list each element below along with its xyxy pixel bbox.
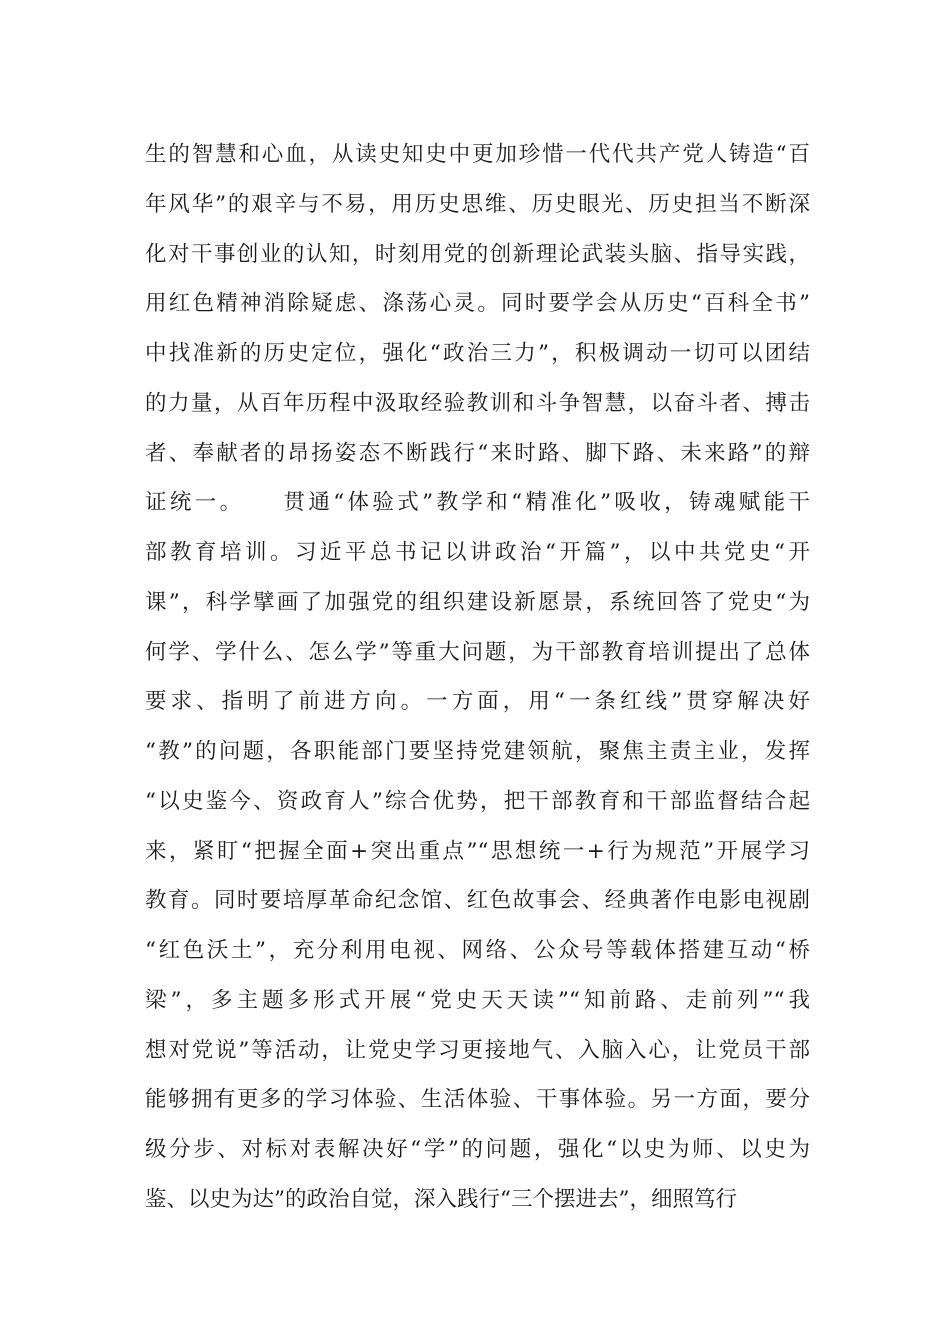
text-line: 要求、指明了前进方向。一方面，用“一条红线”贯穿解决好 — [145, 689, 810, 715]
text-line: 能够拥有更多的学习体验、生活体验、干事体验。另一方面，要分 — [145, 1087, 810, 1113]
text-line: 证统一。 贯通“体验式”教学和“精准化”吸收，铸魂赋能干 — [145, 490, 810, 516]
text-line: 化对干事创业的认知，时刻用党的创新理论武装头脑、指导实践， — [145, 241, 810, 267]
text-line: “红色沃土”，充分利用电视、网络、公众号等载体搭建互动“桥 — [145, 938, 810, 963]
text-line: 部教育培训。习近平总书记以讲政治“开篇”，以中共党史“开 — [145, 540, 810, 565]
text-line: 中找准新的历史定位，强化“政治三力”，积极调动一切可以团结 — [145, 341, 810, 366]
text-line: 课”，科学擘画了加强党的组织建设新愿景，系统回答了党史“为 — [145, 589, 810, 615]
text-line: 鉴、以史为达”的政治自觉，深入践行“三个摆进去”，细照笃行 — [145, 1186, 737, 1212]
body-text — [145, 130, 810, 1225]
text-line: 生的智慧和心血，从读史知史中更加珍惜一代代共产党人铸造“百 — [145, 142, 810, 167]
text-line: 者、奉献者的昂扬姿态不断践行“来时路、脚下路、未来路”的辩 — [145, 440, 810, 466]
text-line: 来，紧盯“把握全面+突出重点”“思想统一+行为规范”开展学习 — [145, 838, 810, 864]
text-line: 想对党说”等活动，让党史学习更接地气、入脑入心，让党员干部 — [145, 1037, 810, 1063]
text-line: 用红色精神消除疑虑、涤荡心灵。同时要学会从历史“百科全书” — [145, 291, 810, 317]
text-line: 何学、学什么、怎么学”等重大问题，为干部教育培训提出了总体 — [145, 639, 810, 665]
text-line: 年风华”的艰辛与不易，用历史思维、历史眼光、历史担当不断深 — [145, 191, 810, 217]
text-line: 梁”，多主题多形式开展“党史天天读”“知前路、走前列”“我 — [145, 987, 810, 1013]
text-line: 教育。同时要培厚革命纪念馆、红色故事会、经典著作电影电视剧 — [145, 888, 810, 914]
text-line: 级分步、对标对表解决好“学”的问题，强化“以史为师、以史为 — [145, 1137, 810, 1162]
text-line: “教”的问题，各职能部门要坚持党建领航，聚焦主责主业，发挥 — [145, 739, 810, 764]
text-line: “以史鉴今、资政育人”综合优势，把干部教育和干部监督结合起 — [145, 788, 810, 814]
text-line: 的力量，从百年历程中汲取经验教训和斗争智慧，以奋斗者、搏击 — [145, 390, 810, 416]
